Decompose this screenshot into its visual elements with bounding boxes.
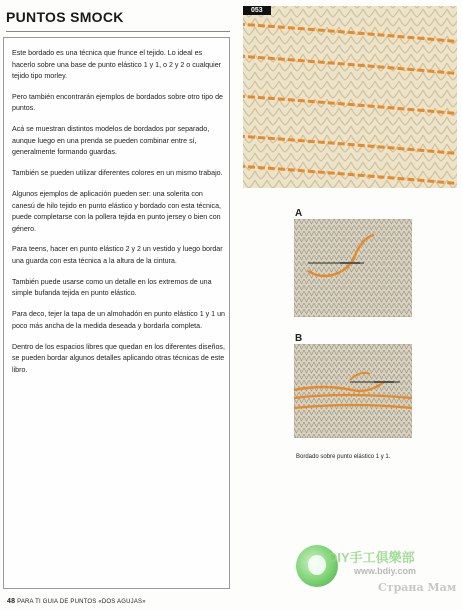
paragraph: Acá se muestran distintos modelos de bordados por separado, aunque luego en una prenda se pueden combinar entre sí, generalmente formando guardas. bbox=[12, 125, 210, 157]
watermark-site: Страна Мам bbox=[378, 581, 457, 594]
paragraph: Este bordado es una técnica que frunce el tejido. Lo ideal es hacerlo sobre una base de punto elástico 1 y 1, o 2 y 2 o cualquier tejido tipo morley. bbox=[12, 49, 222, 80]
figure-caption: Bordado sobre punto elástico 1 y 1. bbox=[296, 454, 391, 460]
photo-number-tag: 053 bbox=[243, 6, 271, 15]
page-number: 48 bbox=[7, 598, 16, 605]
paragraph: Para deco, tejer la tapa de un almohadón en punto elástico 1 y 1 un poco más ancha de la medida deseada y bordarla completa. bbox=[12, 310, 225, 330]
figure-a-label: A bbox=[295, 208, 303, 219]
watermark-text: DIY手工俱樂部 bbox=[328, 550, 415, 565]
figure-b-label: B bbox=[295, 333, 303, 344]
paragraph: También se pueden utilizar diferentes colores en un mismo trabajo. bbox=[12, 169, 223, 178]
watermark bbox=[296, 543, 458, 607]
paragraph: Pero también encontrarán ejemplos de bordados sobre otro tipo de puntos. bbox=[12, 92, 223, 113]
figure-b-diagram bbox=[294, 344, 412, 443]
paragraph: Para teens, hacer en punto elástico 2 y 2 un vestido y luego bordar una guarda con esta técnica a la altura de la cintura. bbox=[12, 245, 223, 265]
page-title: PUNTOS SMOCK bbox=[6, 9, 124, 25]
knit-photo bbox=[243, 6, 457, 188]
paragraph: También puede usarse como un detalle en los extremos de una simple bufanda tejida en punto elástico. bbox=[12, 277, 212, 298]
figure-a-diagram bbox=[294, 219, 412, 322]
title-divider bbox=[6, 31, 230, 32]
paragraph: Algunos ejemplos de aplicación pueden ser: una solerita con canesú de hilo tejido en punto elástico y bordado con esta técnica, puede completarse con la pollera tejida en punto jersey o bien con género. bbox=[12, 190, 222, 233]
watermark-url: www.bdiy.com bbox=[354, 566, 417, 576]
footer-text: PARA TI GUIA DE PUNTOS «DOS AGUJAS» bbox=[17, 599, 146, 605]
body-text bbox=[12, 48, 226, 386]
page-footer bbox=[7, 598, 146, 605]
paragraph: Dentro de los espacios libres que quedan en los diferentes diseños, se pueden bordar algunos detalles aplicando otras técnicas de este libro. bbox=[12, 342, 225, 374]
